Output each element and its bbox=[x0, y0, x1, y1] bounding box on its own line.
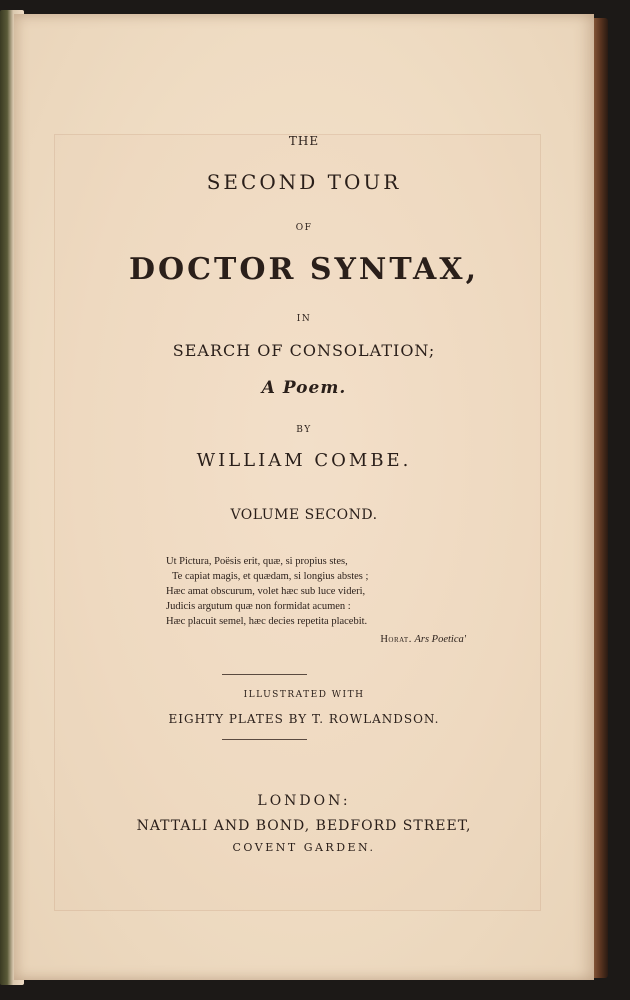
byline-by: BY bbox=[296, 425, 312, 435]
title-second-tour: SECOND TOUR bbox=[206, 170, 402, 194]
epigraph-line: Hæc placuit semel, hæc decies repetita placebit. bbox=[166, 616, 368, 627]
epigraph-line: Judicis argutum quæ non formidat acumen : bbox=[166, 601, 351, 612]
epigraph-line: Hæc amat obscurum, volet hæc sub luce videri, bbox=[166, 586, 366, 597]
title-of: OF bbox=[295, 223, 313, 233]
title-page bbox=[14, 14, 594, 980]
imprint-place: LONDON: bbox=[257, 793, 351, 809]
subtitle-search: SEARCH OF CONSOLATION; bbox=[172, 341, 436, 360]
subtitle-a-poem: A Poem. bbox=[261, 378, 347, 398]
title-in: IN bbox=[296, 314, 312, 324]
imprint-locality: COVENT GARDEN. bbox=[232, 841, 376, 854]
divider-rule-top bbox=[222, 674, 307, 675]
title-the: THE bbox=[288, 134, 320, 148]
epigraph bbox=[166, 554, 466, 647]
attribution-work: Ars Poetica' bbox=[414, 634, 466, 645]
divider-rule-bottom bbox=[222, 739, 307, 740]
volume-label: VOLUME SECOND. bbox=[230, 507, 378, 523]
author-name: WILLIAM COMBE. bbox=[196, 450, 412, 471]
imprint-publisher: NATTALI AND BOND, BEDFORD STREET, bbox=[136, 818, 472, 834]
title-doctor-syntax: DOCTOR SYNTAX, bbox=[128, 252, 480, 287]
attribution-author: Horat. bbox=[380, 634, 412, 645]
plates-credit: EIGHTY PLATES BY T. ROWLANDSON. bbox=[168, 712, 440, 726]
epigraph-line: Ut Pictura, Poësis erit, quæ, si propius stes, bbox=[166, 556, 348, 567]
illustrated-with: ILLUSTRATED WITH bbox=[243, 690, 365, 700]
epigraph-attribution bbox=[166, 632, 466, 647]
epigraph-line: Te capiat magis, et quædam, si longius abstes ; bbox=[172, 571, 369, 582]
